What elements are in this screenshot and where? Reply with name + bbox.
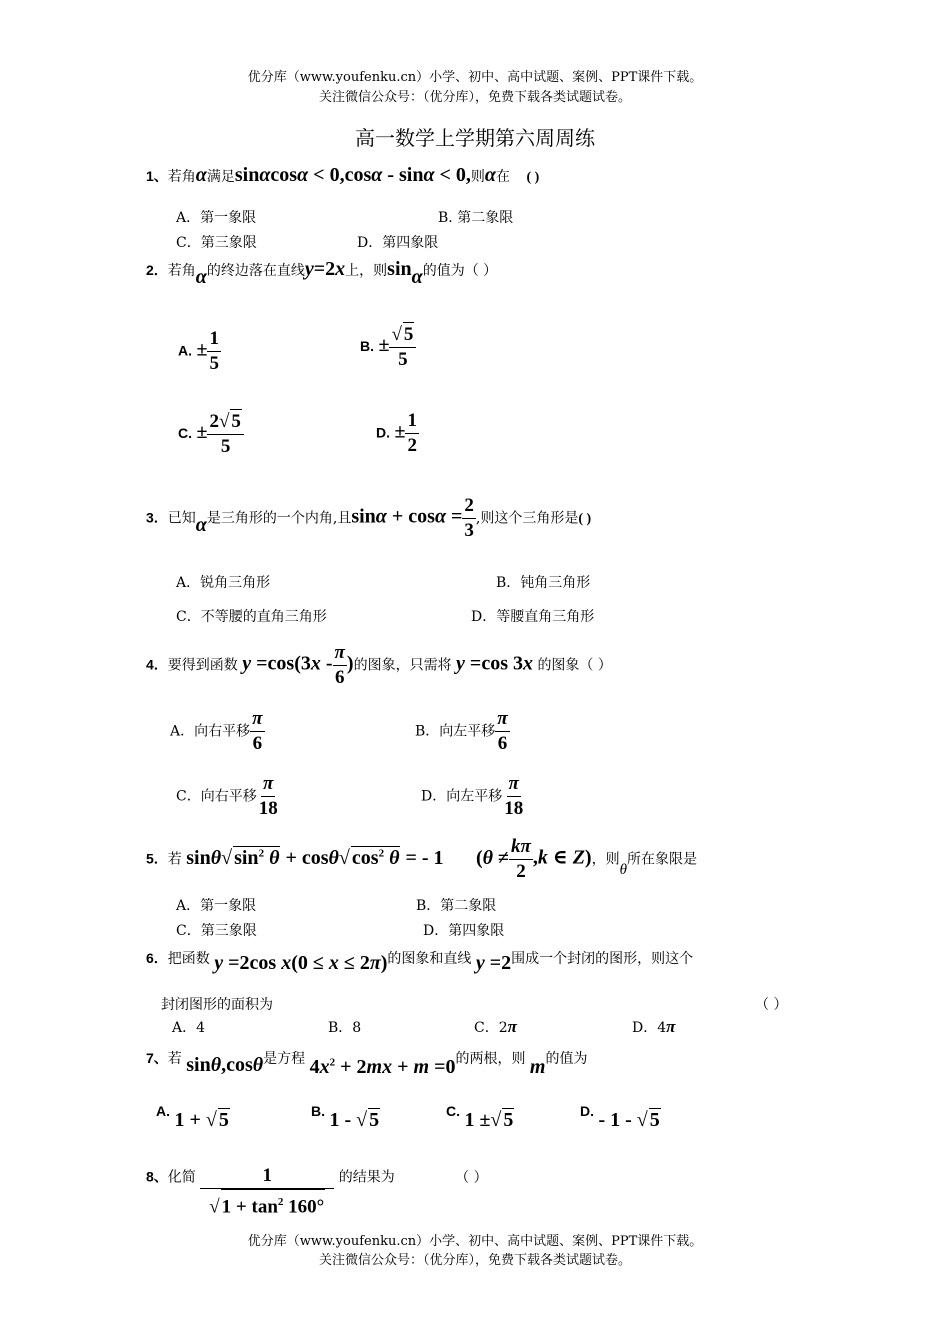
q1-option-d[interactable]: D．第四象限	[357, 235, 439, 251]
alpha-symbol: α	[484, 164, 496, 186]
q6-text-4: 封闭图形的面积为	[161, 997, 273, 1013]
fraction: $\frac{2√ 5}{5}$	[207, 409, 243, 459]
q5-option-d[interactable]: D．第四象限	[423, 923, 505, 939]
q5-option-a[interactable]: A．第一象限	[176, 898, 257, 914]
question-number: 8、	[146, 1168, 168, 1185]
q4-source-function: y =cos 3x	[456, 652, 533, 675]
q1-option-b[interactable]: B. 第二象限	[438, 210, 514, 226]
q3-option-d[interactable]: D．等腰直角三角形	[471, 609, 595, 625]
q5-formula: sinθ√ $\sin^2 \theta + \cos\theta√$ $\cos^2 \theta$ = - 1	[186, 846, 444, 869]
fraction: $\frac{\pi}{18}$	[258, 773, 278, 819]
question-6	[146, 946, 694, 974]
question-8	[146, 1150, 488, 1218]
footer-line-2: 关注微信公众号：（优分库），免费下载各类试题试卷。	[318, 1253, 631, 1268]
q6-option-a[interactable]: A．4	[172, 1020, 206, 1036]
q2-option-b[interactable]: B. ± $\frac{√ 5}{5}$	[360, 322, 416, 372]
fraction: $\frac{2}{3}$	[464, 495, 474, 541]
alpha-symbol: α	[411, 266, 423, 288]
header-line-2: 关注微信公众号：（优分库），免费下载各类试题试卷。	[318, 90, 631, 105]
q2-option-a[interactable]: A. ± $\frac{1}{5}$	[178, 328, 219, 374]
question-number: 1、	[146, 168, 168, 184]
question-number: 7、	[146, 1050, 168, 1066]
question-4: 4．要得到函数 y =cos(3x - $\frac{\pi}{6}$ )的图象，只需将 y =cos 3x 的图象（ ）	[146, 642, 612, 688]
q1-option-a[interactable]: A．第一象限	[176, 210, 257, 226]
q6-text-3: 围成一个封闭的图形，则这个	[511, 951, 694, 967]
question-number: 4．	[146, 656, 168, 673]
q7-text-2: 是方程	[263, 1051, 306, 1067]
q1-option-c[interactable]: C．第三象限	[176, 235, 257, 251]
q5-text-2: ，则	[591, 851, 620, 868]
q7-equation: $4x^2 + 2mx + m =0$	[309, 1056, 456, 1078]
question-2: 2．若角α的终边落在直线y=2x上，则sinα的值为（ ）	[146, 258, 498, 288]
q1-formula: sinαcosα < 0,cosα - sinα < 0,	[234, 164, 471, 186]
fraction: $\frac{\pi}{6}$	[334, 642, 345, 688]
q8-text-1: 化简	[167, 1169, 196, 1186]
fraction: $\frac{√ 5}{5}$	[389, 322, 416, 372]
q6-text-1: 把函数	[167, 951, 210, 967]
q5-text-3: 所在象限是	[626, 851, 697, 868]
q6-option-b[interactable]: B．8	[328, 1020, 362, 1036]
q2-text-1: 若角	[167, 263, 196, 279]
q3-formula: sinα + cosα =	[351, 505, 463, 528]
q4-text-3: 的图象（ ）	[537, 657, 612, 674]
q4-text-2: 的图象，只需将	[353, 657, 452, 674]
header-line-1: 优分库（www.youfenku.cn）小学、初中、高中试题、案例、PPT课件下载。	[247, 70, 703, 85]
fraction: $\frac{1}{5}$	[209, 328, 219, 374]
question-5: 5．若 sinθ√ $\sin^2 \theta + \cos\theta√$ $\cos^2 \theta$ = - 1 (θ ≠ $\frac{k\pi}{2}$ ,k ∈ Z)，则θ所在象限是	[146, 836, 697, 882]
q4-option-a[interactable]: A．向右平移 $\frac{\pi}{6}$	[170, 708, 263, 754]
q3-text-3: ,则这个三角形是	[475, 510, 579, 527]
q3-option-a[interactable]: A．锐角三角形	[176, 575, 271, 591]
footer-line-1: 优分库（www.youfenku.cn）小学、初中、高中试题、案例、PPT课件下载。	[247, 1234, 703, 1249]
question-1	[146, 164, 539, 187]
q5-condition: (θ ≠	[475, 846, 510, 869]
q1-text-1: 若角	[167, 169, 196, 185]
question-number: 3．	[146, 509, 168, 526]
q7-option-a[interactable]: A. 1 + √ 5	[156, 1103, 229, 1131]
sin-symbol: sin	[387, 258, 412, 280]
fraction: $\frac{1}{2}$	[407, 410, 417, 456]
q1-text-3: 则	[470, 169, 485, 185]
fraction: $\frac{\pi}{6}$	[497, 708, 508, 754]
question-3	[146, 494, 591, 543]
q7-text-4: 的值为	[545, 1051, 588, 1067]
fraction: $\frac{k\pi}{2}$	[511, 836, 531, 882]
theta-symbol: θ	[619, 861, 627, 878]
answer-parentheses: ( )	[526, 170, 540, 185]
q5-option-b[interactable]: B．第二象限	[416, 898, 497, 914]
fraction: $\frac{\pi}{18}$	[504, 773, 524, 819]
q6-option-c[interactable]: C．2π	[474, 1017, 517, 1036]
q6-line: y =2	[475, 952, 512, 974]
q4-option-c[interactable]: C．向右平移 $\frac{\pi}{18}$	[176, 773, 278, 819]
fraction: $\frac{\pi}{6}$	[252, 708, 263, 754]
page-title: 高一数学上学期第六周周练	[355, 126, 595, 150]
q6-text-2: 的图象和直线	[387, 951, 472, 967]
q5-text-1: 若	[167, 851, 182, 868]
q2-text-2: 的终边落在直线	[206, 263, 305, 279]
q4-text-1: 要得到函数	[167, 657, 238, 674]
q1-text-4: 在	[496, 169, 510, 185]
question-number: 6．	[146, 950, 168, 966]
q7-roots: sinθ,cosθ	[186, 1054, 264, 1076]
q2-text-4: 的值为（ ）	[422, 263, 498, 279]
q8-text-2: 的结果为	[338, 1169, 395, 1186]
q4-option-b[interactable]: B．向左平移 $\frac{\pi}{6}$	[415, 708, 508, 754]
q2-option-d[interactable]: D. ± $\frac{1}{2}$	[376, 410, 417, 456]
answer-parentheses: （ ）	[755, 997, 788, 1013]
q4-target-function: y =cos(3x -	[242, 652, 333, 675]
q6-function: y =2cos x(0 ≤ x ≤ 2π)	[214, 952, 388, 974]
answer-parentheses: （ ）	[455, 1169, 488, 1186]
q6-option-d[interactable]: D．4π	[632, 1017, 676, 1036]
q7-text-1: 若	[167, 1051, 182, 1067]
alpha-symbol: α	[195, 266, 207, 288]
q2-text-3: 上，则	[345, 263, 388, 279]
q1-text-2: 满足	[206, 169, 235, 185]
fraction: $\frac{1}{√ 1 + \tan^2 160^\circ}$	[200, 1164, 334, 1219]
line-equation: y	[304, 258, 314, 280]
q7-text-3: 的两根，则	[455, 1051, 526, 1067]
q3-option-c[interactable]: C．不等腰的直角三角形	[176, 609, 327, 625]
alpha-symbol: α	[195, 513, 207, 536]
q4-option-d[interactable]: D．向左平移 $\frac{\pi}{18}$	[421, 773, 524, 819]
q7-option-b[interactable]: B. 1 - √ 5	[311, 1103, 380, 1131]
q7-option-c[interactable]: C. 1 ±√ 5	[446, 1103, 514, 1131]
question-number: 5．	[146, 850, 168, 867]
question-number: 2．	[146, 262, 168, 278]
q3-text-2: 是三角形的一个内角,且	[206, 510, 352, 527]
m-symbol: m	[529, 1056, 546, 1078]
q3-option-b[interactable]: B．钝角三角形	[496, 575, 591, 591]
q5-option-c[interactable]: C．第三象限	[176, 923, 257, 939]
alpha-symbol: α	[195, 164, 207, 186]
answer-parentheses: ( )	[578, 511, 592, 527]
question-7	[146, 1046, 588, 1078]
q3-text-1: 已知	[167, 510, 196, 527]
q2-option-c[interactable]: C. ± $\frac{2√ 5}{5}$	[178, 409, 244, 459]
q7-option-d[interactable]: D. - 1 - √ 5	[580, 1103, 660, 1131]
